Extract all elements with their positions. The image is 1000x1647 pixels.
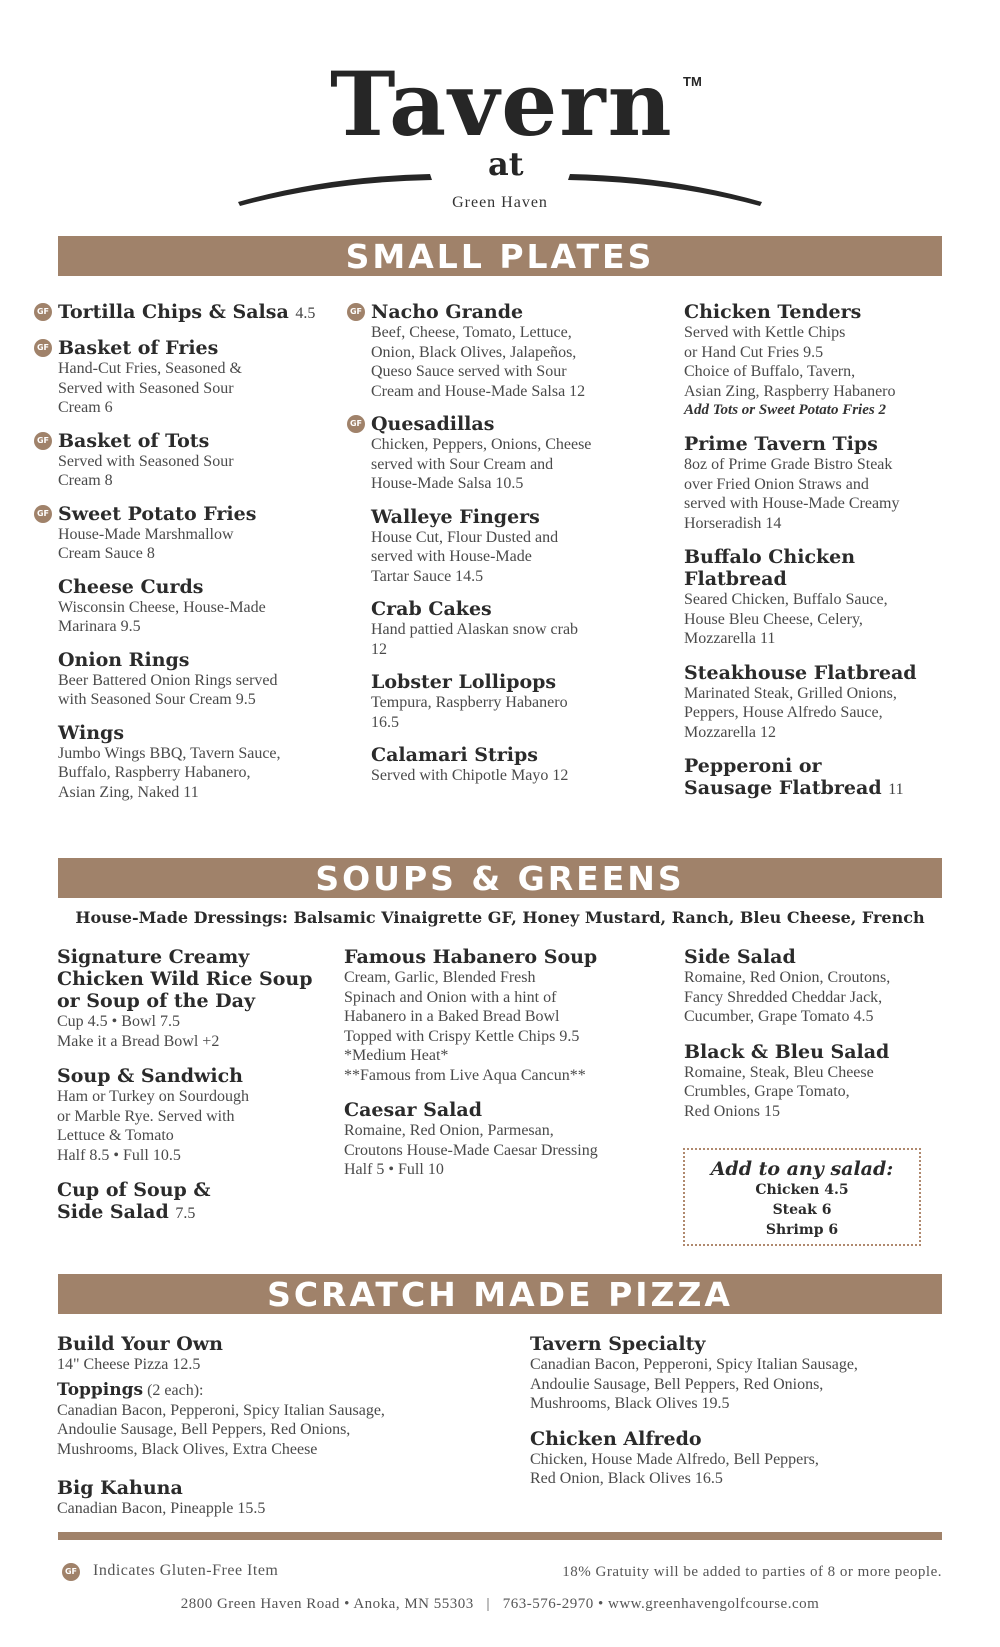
item-name-text: Wings	[58, 721, 125, 744]
item-desc: 8oz of Prime Grade Bistro Steak	[684, 456, 893, 473]
item-name-text: Onion Rings	[58, 648, 190, 671]
item-price: 7.5	[175, 1205, 196, 1222]
item-desc: or Marble Rye. Served with	[57, 1107, 235, 1125]
item-name-text: Side Salad	[684, 946, 796, 968]
menu-item-tortilla-chips-salsa	[36, 301, 348, 325]
menu-item-famous-habanero-soup	[344, 946, 644, 1085]
item-desc: over Fried Onion Straws and	[684, 475, 869, 493]
gf-legend-text: Indicates Gluten-Free Item	[93, 1562, 279, 1579]
gf-badge-icon: GF	[34, 505, 52, 523]
menu-item-build-your-own	[57, 1333, 497, 1375]
item-name-text: Steakhouse Flatbread	[684, 661, 917, 684]
menu-item-lobster-lollipops	[371, 671, 661, 732]
item-desc: Habanero in a Baked Bread Bowl	[344, 1008, 560, 1025]
dressings-line: House-Made Dressings: Balsamic Vinaigrette GF, Honey Mustard, Ranch, Bleu Cheese, French	[75, 908, 925, 927]
item-desc: Buffalo, Raspberry Habanero,	[58, 764, 251, 781]
item-name-text: Prime Tavern Tips	[684, 433, 878, 455]
item-desc: House Bleu Cheese, Celery,	[684, 610, 863, 628]
item-desc: *Medium Heat*	[344, 1047, 449, 1064]
item-desc: House-Made Salsa 10.5	[371, 475, 524, 492]
item-name	[371, 671, 661, 693]
small-plates-column-1	[36, 301, 348, 802]
item-desc: Half 8.5 • Full 10.5	[57, 1146, 181, 1164]
toppings-line: Andoulie Sausage, Bell Peppers, Red Onions,	[57, 1421, 351, 1438]
item-price: 4.5	[295, 305, 316, 322]
item-desc: Red Onion, Black Olives 16.5	[530, 1470, 723, 1487]
menu-item-big-kahuna	[57, 1477, 497, 1519]
item-name	[57, 1179, 327, 1225]
item-desc: Chicken, House Made Alfredo, Bell Peppers,	[530, 1450, 819, 1468]
item-name	[684, 755, 964, 801]
item-desc: Half 5 • Full 10	[344, 1161, 444, 1178]
item-name-text: Cheese Curds	[58, 575, 204, 598]
item-desc: 14" Cheese Pizza 12.5	[57, 1356, 201, 1373]
item-desc: Fancy Shredded Cheddar Jack,	[684, 988, 883, 1006]
item-name-text: Sweet Potato Fries	[58, 502, 257, 525]
menu-item-chicken-tenders	[684, 301, 964, 420]
item-desc: Cup 4.5 • Bowl 7.5	[57, 1013, 180, 1030]
item-desc: Spinach and Onion with a hint of	[344, 988, 557, 1006]
pizza-column-left	[57, 1333, 497, 1519]
item-name	[371, 301, 661, 323]
item-name-text: Tortilla Chips & Salsa	[58, 301, 289, 323]
item-name-text: or Soup of the Day	[57, 990, 255, 1012]
item-desc: Wisconsin Cheese, House-Made	[58, 598, 266, 616]
item-desc: House-Made Marshmallow	[58, 525, 234, 543]
menu-item-side-salad	[684, 946, 954, 1027]
section-band-soups: SOUPS & GREENS	[58, 858, 942, 898]
menu-item-cup-of-soup	[57, 1179, 327, 1225]
item-name-text: Nacho Grande	[371, 301, 524, 323]
item-desc: Horseradish 14	[684, 514, 782, 532]
item-name	[57, 1065, 327, 1087]
item-desc: Romaine, Red Onion, Parmesan,	[344, 1122, 554, 1139]
item-name	[371, 506, 661, 528]
item-name	[58, 503, 348, 525]
soups-column-1	[57, 946, 327, 1225]
item-desc: 16.5	[371, 713, 399, 731]
toppings-note: (2 each):	[143, 1381, 204, 1399]
soups-column-3	[684, 946, 954, 1121]
item-desc: Tartar Sauce 14.5	[371, 567, 484, 585]
menu-item-crab-cakes	[371, 598, 661, 659]
item-name	[57, 946, 327, 1012]
menu-item-soup-sandwich	[57, 1065, 327, 1165]
gf-badge-icon: GF	[347, 303, 365, 321]
item-desc: Canadian Bacon, Pineapple 15.5	[57, 1500, 266, 1517]
item-name	[58, 722, 348, 744]
soups-column-2	[344, 946, 644, 1180]
item-desc: Beef, Cheese, Tomato, Lettuce,	[371, 324, 572, 341]
menu-item-chicken-alfredo	[530, 1428, 950, 1489]
item-desc: Hand-Cut Fries, Seasoned &	[58, 360, 242, 377]
toppings-label: Toppings	[57, 1379, 144, 1400]
item-desc: Queso Sauce served with Sour	[371, 363, 567, 380]
item-desc: Served with Seasoned Sour	[58, 452, 234, 470]
item-name: Chicken Alfredo	[530, 1427, 702, 1450]
item-desc: Chicken, Peppers, Onions, Cheese	[371, 436, 592, 453]
gf-badge-icon: GF	[34, 339, 52, 357]
item-name-text: Signature Creamy	[57, 946, 250, 968]
add-option: Chicken 4.5	[755, 1182, 849, 1198]
item-desc: with Seasoned Sour Cream 9.5	[58, 691, 256, 708]
item-name: Big Kahuna	[57, 1477, 183, 1499]
item-name	[58, 649, 348, 671]
gratuity-notice: 18% Gratuity will be added to parties of 8 or more people.	[562, 1564, 942, 1580]
item-name	[371, 413, 661, 435]
section-band-small-plates: SMALL PLATES	[58, 236, 942, 276]
menu-item-calamari-strips	[371, 744, 661, 786]
brand-name: Tavern	[330, 52, 674, 156]
item-desc: Seared Chicken, Buffalo Sauce,	[684, 591, 888, 608]
trademark: TM	[683, 74, 702, 89]
logo	[0, 30, 1000, 210]
item-name	[58, 337, 348, 359]
item-desc: **Famous from Live Aqua Cancun**	[344, 1066, 586, 1084]
item-name-text: Basket of Fries	[58, 337, 219, 359]
item-name-text: Crab Cakes	[371, 598, 492, 620]
item-desc: Crumbles, Grape Tomato,	[684, 1083, 850, 1100]
add-to-salad-box	[683, 1148, 921, 1246]
item-name-text: Cup of Soup &	[57, 1179, 211, 1201]
item-name	[684, 946, 954, 968]
item-name	[344, 946, 644, 968]
item-name-text: Soup & Sandwich	[57, 1065, 243, 1087]
gf-badge-icon: GF	[34, 432, 52, 450]
menu-item-tavern-specialty	[530, 1333, 950, 1414]
item-desc: Onion, Black Olives, Jalapeños,	[371, 343, 577, 361]
item-desc: Cream 6	[58, 399, 113, 416]
item-name-text: Lobster Lollipops	[371, 671, 557, 693]
item-name-text: Calamari Strips	[371, 744, 538, 766]
item-name-text: Famous Habanero Soup	[344, 946, 598, 968]
menu-item-steakhouse-flatbread	[684, 662, 964, 743]
item-price: 11	[888, 781, 904, 798]
item-name	[684, 433, 964, 455]
item-desc: Mushrooms, Black Olives 19.5	[530, 1395, 730, 1412]
item-desc: served with House-Made	[371, 548, 532, 565]
item-name	[371, 744, 661, 766]
item-desc: Romaine, Red Onion, Croutons,	[684, 969, 891, 986]
item-name	[371, 598, 661, 620]
item-desc: Jumbo Wings BBQ, Tavern Sauce,	[58, 744, 281, 762]
item-name-text: Caesar Salad	[344, 1099, 483, 1121]
item-desc: Cucumber, Grape Tomato 4.5	[684, 1008, 874, 1025]
menu-item-onion-rings	[58, 649, 348, 710]
brand-at: at	[488, 145, 524, 183]
item-desc: Romaine, Steak, Bleu Cheese	[684, 1063, 874, 1081]
item-desc: Hand pattied Alaskan snow crab	[371, 621, 579, 638]
item-desc: Choice of Buffalo, Tavern,	[684, 363, 856, 380]
item-desc: Croutons House-Made Caesar Dressing	[344, 1141, 598, 1159]
menu-item-black-bleu-salad	[684, 1041, 954, 1122]
item-desc: Cream, Garlic, Blended Fresh	[344, 969, 536, 986]
small-plates-column-2	[349, 301, 661, 786]
menu-item-caesar-salad	[344, 1099, 644, 1180]
item-desc: or Hand Cut Fries 9.5	[684, 343, 824, 361]
toppings-block	[57, 1379, 497, 1460]
section-band-pizza: SCRATCH MADE PIZZA	[58, 1274, 942, 1314]
toppings-line: Canadian Bacon, Pepperoni, Spicy Italian Sausage,	[57, 1401, 385, 1419]
item-name	[344, 1099, 644, 1121]
item-name: Build Your Own	[57, 1333, 223, 1355]
item-desc: Canadian Bacon, Pepperoni, Spicy Italian Sausage,	[530, 1356, 858, 1373]
item-name	[58, 576, 348, 598]
item-desc: Marinated Steak, Grilled Onions,	[684, 684, 897, 702]
item-name-text: Black & Bleu Salad	[684, 1040, 890, 1063]
item-desc: served with Sour Cream and	[371, 455, 554, 473]
item-desc: Topped with Crispy Kettle Chips 9.5	[344, 1027, 580, 1045]
add-to-salad-title: Add to any salad:	[710, 1158, 894, 1180]
toppings-line: Mushrooms, Black Olives, Extra Cheese	[57, 1440, 318, 1458]
item-desc: Mozzarella 12	[684, 723, 776, 741]
item-desc: Red Onions 15	[684, 1102, 780, 1120]
item-name	[684, 1041, 954, 1063]
item-desc: House Cut, Flour Dusted and	[371, 528, 559, 546]
brand-subtitle: Green Haven	[452, 194, 548, 211]
item-name-text: Pepperoni or	[684, 755, 822, 777]
item-desc: served with House-Made Creamy	[684, 495, 900, 512]
item-name: Tavern Specialty	[530, 1333, 706, 1355]
item-desc: Beer Battered Onion Rings served	[58, 671, 278, 689]
gf-badge-icon: GF	[347, 415, 365, 433]
item-name	[58, 430, 348, 452]
menu-item-basket-of-tots	[36, 429, 348, 491]
item-desc: Lettuce & Tomato	[57, 1127, 174, 1144]
item-name	[684, 546, 964, 590]
menu-item-nacho-grande	[349, 301, 661, 401]
item-name-text: Chicken Wild Rice Soup	[57, 968, 313, 990]
item-name-text: Buffalo Chicken Flatbread	[684, 546, 856, 590]
menu-item-walleye-fingers	[371, 506, 661, 587]
item-name-text: Quesadillas	[371, 413, 495, 435]
item-name-text: Chicken Tenders	[684, 301, 862, 323]
item-desc: Tempura, Raspberry Habanero	[371, 694, 568, 711]
item-name-text: Walleye Fingers	[371, 505, 540, 528]
add-option: Shrimp 6	[765, 1222, 839, 1238]
item-desc: Ham or Turkey on Sourdough	[57, 1088, 250, 1105]
footer-rule	[58, 1532, 942, 1540]
item-desc: Asian Zing, Raspberry Habanero	[684, 382, 896, 400]
menu-item-cheese-curds	[58, 576, 348, 637]
item-name-text: Side Salad	[57, 1201, 169, 1223]
menu-item-wings	[58, 722, 348, 803]
item-desc: 12	[371, 640, 387, 658]
gf-badge-icon: GF	[34, 303, 52, 321]
menu-item-quesadillas	[349, 413, 661, 494]
menu-item-pepperoni-or	[684, 755, 964, 801]
menu-item-signature-creamy	[57, 946, 327, 1051]
item-desc: Asian Zing, Naked 11	[58, 783, 199, 801]
item-desc: Make it a Bread Bowl +2	[57, 1032, 220, 1050]
item-name-text: Sausage Flatbread	[684, 777, 882, 799]
item-desc: Andoulie Sausage, Bell Peppers, Red Onions,	[530, 1375, 824, 1393]
address-line: 2800 Green Haven Road • Anoka, MN 55303 | 763-576-2970 • www.greenhavengolfcourse.com	[180, 1596, 820, 1612]
small-plates-column-3	[684, 301, 964, 801]
item-desc: Cream Sauce 8	[58, 545, 155, 562]
item-desc: Cream and House-Made Salsa 12	[371, 382, 586, 400]
item-name-text: Basket of Tots	[58, 429, 210, 452]
item-name	[684, 301, 964, 323]
item-desc: Peppers, House Alfredo Sauce,	[684, 704, 883, 721]
menu-item-buffalo-chicken-flatbread	[684, 546, 964, 649]
menu-item-prime-tavern-tips	[684, 433, 964, 533]
item-addon-note: Add Tots or Sweet Potato Fries 2	[684, 402, 886, 418]
item-desc: Served with Chipotle Mayo 12	[371, 767, 569, 784]
menu-item-basket-of-fries	[36, 337, 348, 418]
item-desc: Mozzarella 11	[684, 630, 776, 647]
item-desc: Marinara 9.5	[58, 618, 141, 635]
item-desc: Served with Seasoned Sour	[58, 379, 234, 397]
pizza-column-right	[530, 1333, 950, 1489]
item-name	[684, 662, 964, 684]
item-desc: Cream 8	[58, 472, 113, 489]
gf-legend-icon: GF	[62, 1563, 80, 1581]
menu-item-sweet-potato-fries	[36, 502, 348, 564]
add-option: Steak 6	[772, 1202, 832, 1218]
item-desc: Served with Kettle Chips	[684, 324, 846, 341]
item-name	[58, 301, 348, 325]
